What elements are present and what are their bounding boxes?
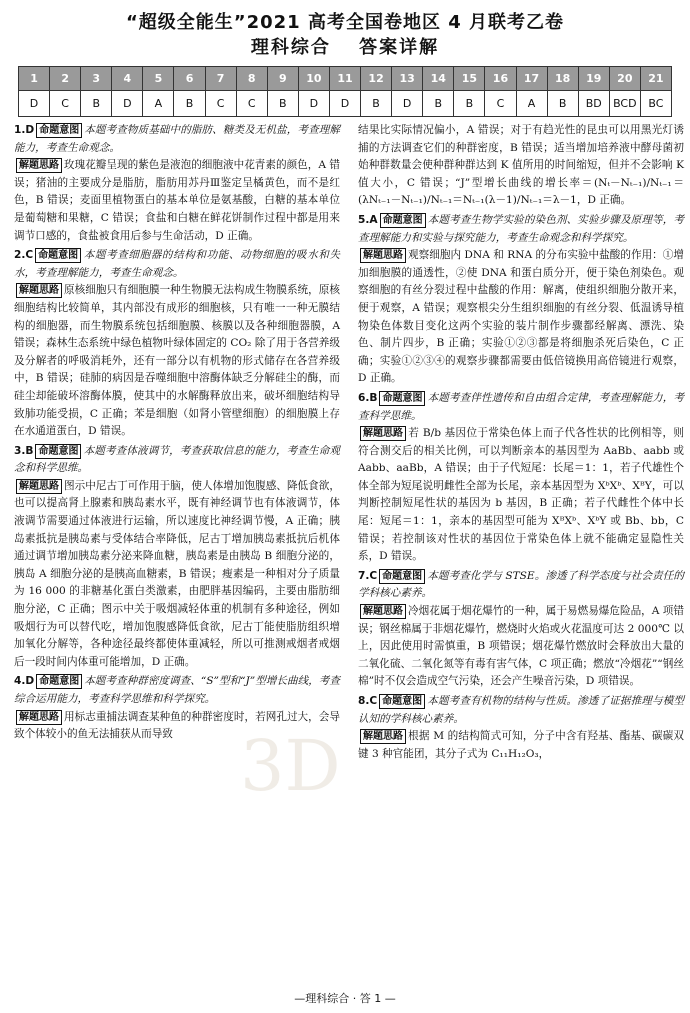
question-number-cell: 5: [143, 67, 174, 91]
question-number-cell: 16: [485, 67, 516, 91]
question-number-cell: 19: [578, 67, 609, 91]
page-title: “超级全能生”2021 高考全国卷地区 4 月联考乙卷: [125, 12, 565, 33]
answer-explanation-item: [358, 390, 684, 566]
answer-cell: B: [361, 91, 392, 117]
item-number: 2.C: [14, 249, 34, 262]
answer-cell: A: [143, 91, 174, 117]
question-number-cell: 11: [329, 67, 360, 91]
thinking-text: 观察细胞内 DNA 和 RNA 的分布实验中盐酸的作用：①增加细胞膜的通透性，②使 DNA 和蛋白质分开，便于染色剂染色。观察细胞的有丝分裂过程中盐酸的作用：解离，使组织细胞分散开来，便于观察，A 错误；观察根尖分生组织细胞的有丝分裂、低温诱导植物染色体数目变化这两个实验的装片制作步骤都经解离、漂洗、染色、制片四步，B 正确；实验①②③都是将细胞杀死后染色，C 正确；实验①②③④的观察步骤都需要由低倍镜换用高倍镜进行观察，D 正确。: [358, 249, 684, 385]
answer-table: [18, 66, 672, 117]
item-number: 6.B: [358, 391, 378, 404]
intent-text: 本题考查体液调节，考查获取信息的能力，考查生命观念和科学思维。: [14, 444, 340, 475]
thinking-text: 玫瑰花瓣呈现的紫色是液泡的细胞液中花青素的颜色，A 错误；猪油的主要成分是脂肪，脂肪用苏丹Ⅲ鉴定呈橘黄色，而不是红色，B 错误；麦面里植物蛋白的基本单位是氨基酸，白糖的基本单位是葡萄糖和果糖，C 错误；食盐和白糖在鲜花饼制作过程中都是用来调节口感的，食盐被食用后参与生命活动，D 正确。: [14, 159, 340, 242]
answer-explanation-item: [14, 122, 340, 245]
answer-explanation-item: [358, 122, 684, 210]
intent-label: 命题意图: [379, 391, 425, 406]
thinking-text: 若 B/b 基因位于常染色体上而子代各性状的比例相等，则符合测交后的相关比例，可以判断亲本的基因型为 AaBb、aabb 或 Aabb、aaBb，A 错误；由于子代短尾：长尾＝1：1，若子代雄性个体全部为短尾说明雌性全部为长尾，亲本基因型为 XᵇXᵇ、XᴮY，可以判断控制短尾性状的基因为 b 基因，B 正确；若子代雌性个体中长尾：短尾＝1：1，亲本的基因型可能为 XᴮXᵇ、XᵇY 或 Bb、bb，C 错误；若控制该对性状的基因位于常染色体上就不能确定显隐性关系，D 错误。: [358, 427, 684, 563]
intent-label: 命题意图: [379, 569, 425, 584]
answer-number-row: [19, 67, 672, 91]
thinking-label: 解题思路: [360, 729, 406, 744]
answer-explanation-item: [14, 443, 340, 672]
question-number-cell: 12: [361, 67, 392, 91]
answer-cell: B: [174, 91, 205, 117]
thinking-label: 解题思路: [16, 283, 62, 298]
right-column: [358, 122, 684, 765]
thinking-label: 解题思路: [360, 604, 406, 619]
svg-text:3D: 3D: [240, 725, 341, 807]
thinking-text: 根据 M 的结构简式可知，分子中含有羟基、酯基、碳碳双键 3 种官能团，其分子式为 C₁₁H₁₂O₃，: [358, 730, 684, 760]
question-number-cell: 7: [205, 67, 236, 91]
answer-explanation-item: [358, 568, 684, 691]
answer-cell: B: [81, 91, 112, 117]
question-number-cell: 14: [423, 67, 454, 91]
intent-text: 本题考查有机物的结构与性质。渗透了证据推理与模型认知的学科核心素养。: [358, 695, 684, 725]
intent-text: 本题考查细胞器的结构和功能、动物细胞的吸水和失水，考查理解能力，考查生命观念。: [14, 249, 340, 279]
answer-cell: D: [329, 91, 360, 117]
thinking-label: 解题思路: [16, 158, 62, 173]
subtitle-kind: 答案详解: [359, 37, 440, 58]
intent-text: 本题考查物质基础中的脂肪、糖类及无机盐，考查理解能力，考查生命观念。: [14, 124, 340, 154]
question-number-cell: 3: [81, 67, 112, 91]
answer-cell: B: [454, 91, 485, 117]
item-number: 4.D: [14, 675, 35, 688]
thinking-label: 解题思路: [360, 426, 406, 441]
answer-cell: BD: [578, 91, 609, 117]
question-number-cell: 9: [267, 67, 298, 91]
answer-cell: D: [298, 91, 329, 117]
thinking-text: 图示中尼古丁可作用于脑，使人体增加饱腹感、降低食欲，也可以提高肾上腺素和胰岛素水平，既有神经调节也有体液调节，体液调节需要通过体液进行运输，所以速度比神经调节慢，A 正确；胰岛素抵抗是胰岛素与受体结合率降低，尼古丁增加胰岛素抵抗后机体通过调节增加胰岛素分泌来降血糖，胰岛素是由胰岛 B 细胞分泌的，胰岛 A 细胞分泌的是胰高血糖素，B 错误；瘦素是一种相对分子质量为 16 000 的非糖基化蛋白类激素，由肥胖基因编码，主要由脂肪细胞分泌，C 正确；图示中关于吸烟减轻体重的机制有多种途径，例如吸烟行为可以替代吃，增加饱腹感降低食欲，尼古丁能使脂肪组织增加氧化分解等，各种途径最终都使体重减轻，所以可推测戒烟者戒烟后一段时间内体重可能增加，D 正确。: [14, 479, 340, 668]
item-number: 8.C: [358, 695, 378, 707]
page-subtitle: [0, 33, 690, 59]
question-number-cell: 8: [236, 67, 267, 91]
item-number: 1.D: [14, 124, 35, 136]
intent-text: 本题考查伴性遗传和自由组合定律，考查理解能力，考查科学思维。: [358, 391, 684, 422]
answer-explanation-item: [14, 247, 340, 441]
left-column: [14, 122, 340, 746]
answer-cell: D: [19, 91, 50, 117]
question-number-cell: 4: [112, 67, 143, 91]
question-number-cell: 20: [609, 67, 640, 91]
answer-cell: C: [236, 91, 267, 117]
answer-explanation-item: [358, 693, 684, 763]
answer-cell: B: [423, 91, 454, 117]
question-number-cell: 6: [174, 67, 205, 91]
intent-label: 命题意图: [380, 213, 426, 228]
watermark-logo: [230, 720, 350, 810]
intent-label: 命题意图: [36, 123, 82, 138]
question-number-cell: 21: [640, 67, 671, 91]
answer-cell: B: [267, 91, 298, 117]
question-number-cell: 1: [19, 67, 50, 91]
answer-cell: C: [485, 91, 516, 117]
intent-label: 命题意图: [35, 444, 81, 459]
thinking-text: 冷烟花属于烟花爆竹的一种，属于易燃易爆危险品，A 项错误；钢丝棉属于非烟花爆竹，燃烧时火焰或火花温度可达 2 000℃ 以上，因此使用时需慎重，B 项错误；烟花爆竹燃放时会释放出大量的二氧化硫、二氧化氮等有毒有害气体，C 项正确；燃放“冷烟花”“钢丝棉”时不仅会造成空气污染，还会产生噪音污染，D 项错误。: [358, 605, 684, 688]
question-number-cell: 18: [547, 67, 578, 91]
question-number-cell: 13: [392, 67, 423, 91]
answer-cell: D: [112, 91, 143, 117]
page-footer: —理科综合 · 答 1 —: [294, 992, 396, 1005]
thinking-label: 解题思路: [16, 479, 62, 494]
answer-cell: C: [50, 91, 81, 117]
answer-cell: BCD: [609, 91, 640, 117]
thinking-text: 结果比实际情况偏小，A 错误；对于有趋光性的昆虫可以用黑光灯诱捕的方法调查它们的种群密度，B 错误；适当增加培养液中酵母菌初始种群数量会使种群种群达到 K 值所用的时间缩短，但并不会影响 K 值大小，C 错误；“J”型增长曲线的增长率＝(Nₜ－Nₜ₋₁)/Nₜ₋₁＝(λNₜ₋₁－Nₜ₋₁)/Nₜ₋₁＝Nₜ₋₁(λ－1)/Nₜ₋₁＝λ－1，D 正确。: [358, 124, 684, 207]
thinking-label: 解题思路: [360, 248, 406, 263]
intent-label: 命题意图: [36, 674, 82, 689]
answer-cell: D: [392, 91, 423, 117]
thinking-text: 原核细胞只有细胞膜一种生物膜无法构成生物膜系统，原核细胞结构比较简单，其内部没有成形的细胞核，只有唯一一种无膜结构的细胞器，而生物膜系统包括细胞膜、核膜以及各种细胞器膜，A 错误；森林生态系统中绿色植物叶绿体固定的 CO₂ 除了用于各营养级及分解者的呼吸消耗外，还有一部分以有机物的形式储存在各营养级中，B 错误；硅肺的病因是吞噬细胞中溶酶体缺乏分解硅尘的酶，而硅尘却能破坏溶酶体膜，使其中的水解酶释放出来，破坏细胞结构导致肺功能受损，C 正确；苯是细胞（如肾小管壁细胞）的细胞膜上存在水通道蛋白，D 错误。: [14, 284, 340, 438]
thinking-label: 解题思路: [16, 710, 62, 725]
intent-text: 本题考查生物学实验的染色剂、实验步骤及原理等，考查理解能力和实验与探究能力，考查生命观念和科学探究。: [358, 213, 684, 244]
intent-label: 命题意图: [35, 248, 81, 263]
item-number: 3.B: [14, 444, 34, 457]
item-number: 7.C: [358, 569, 378, 582]
answer-value-row: [19, 91, 672, 117]
question-number-cell: 17: [516, 67, 547, 91]
intent-text: 本题考查种群密度调查、“S”型和“J”型增长曲线，考查综合运用能力，考查科学思维和科学探究。: [14, 675, 340, 705]
thinking-text: 用标志重捕法调查某种鱼的种群密度时，若网孔过大，会导致个体较小的鱼无法捕获从而导致: [14, 710, 340, 741]
question-number-cell: 10: [298, 67, 329, 91]
question-number-cell: 2: [50, 67, 81, 91]
intent-text: 本题考查化学与 STSE。渗透了科学态度与社会责任的学科核心素养。: [358, 569, 684, 600]
answer-explanation-item: [358, 212, 684, 388]
subtitle-subject: 理科综合: [250, 37, 331, 58]
question-number-cell: 15: [454, 67, 485, 91]
intent-label: 命题意图: [379, 694, 425, 709]
answer-cell: C: [205, 91, 236, 117]
answer-cell: A: [516, 91, 547, 117]
answer-cell: BC: [640, 91, 671, 117]
answer-cell: B: [547, 91, 578, 117]
item-number: 5.A: [358, 213, 378, 226]
